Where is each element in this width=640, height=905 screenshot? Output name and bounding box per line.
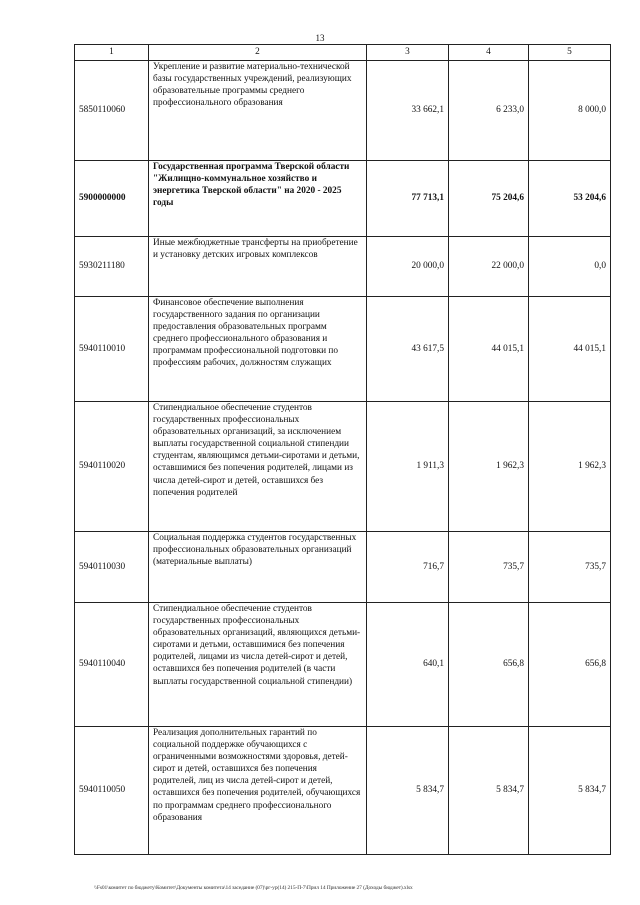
- row-code: 5850110060: [75, 61, 149, 161]
- row-value-col5: 8 000,0: [529, 61, 611, 161]
- row-name: Социальная поддержка студентов государственных профессиональных образовательных организаций (материальные выплаты): [149, 532, 367, 603]
- row-value-col3: 77 713,1: [367, 161, 449, 237]
- row-value-col4: 44 015,1: [449, 297, 529, 402]
- row-value-col4: 22 000,0: [449, 237, 529, 297]
- table-row: [75, 237, 611, 297]
- table-row: [75, 727, 611, 855]
- row-name: Укрепление и развитие материально-технической базы государственных учреждений, реализующих образовательные программы среднего профессионального образования: [149, 61, 367, 161]
- row-value-col3: 5 834,7: [367, 727, 449, 855]
- row-name: Реализация дополнительных гарантий по социальной поддержке обучающихся с ограниченными возможностями здоровья, детей-сирот и детей, оставшихся без попечения родителей, лиц из числа детей-сирот и детей, оставшихся без попечения родителей, обучающихся по программам среднего профессионального образования: [149, 727, 367, 855]
- row-value-col3: 640,1: [367, 603, 449, 727]
- row-name: Иные межбюджетные трансферты на приобретение и установку детских игровых комплексов: [149, 237, 367, 297]
- row-value-col4: 656,8: [449, 603, 529, 727]
- budget-table: [74, 44, 611, 855]
- column-header-3: 3: [367, 45, 449, 61]
- column-header-1: 1: [75, 45, 149, 61]
- table-row: [75, 532, 611, 603]
- row-value-col3: 33 662,1: [367, 61, 449, 161]
- column-header-5: 5: [529, 45, 611, 61]
- row-code: 5940110030: [75, 532, 149, 603]
- row-value-col3: 20 000,0: [367, 237, 449, 297]
- row-value-col3: 43 617,5: [367, 297, 449, 402]
- row-value-col5: 44 015,1: [529, 297, 611, 402]
- row-name: Стипендиальное обеспечение студентов государственных профессиональных образовательных организаций, являющихся детьми-сиротами и детьми, оставшимися без попечения родителей, лицами из числа детей-сирот и детей, оставшихся без попечения родителей (в части выплаты государственной социальной стипендии): [149, 603, 367, 727]
- row-value-col5: 1 962,3: [529, 402, 611, 532]
- row-value-col4: 75 204,6: [449, 161, 529, 237]
- page-number: 13: [315, 33, 325, 43]
- row-code: 5940110020: [75, 402, 149, 532]
- row-name: Финансовое обеспечение выполнения государственного задания по организации предоставления образовательных программ среднего профессионального образования и программам профессиональной подготовки по профессиям рабочих, должностям служащих: [149, 297, 367, 402]
- row-code: 5940110040: [75, 603, 149, 727]
- row-value-col4: 1 962,3: [449, 402, 529, 532]
- row-value-col3: 1 911,3: [367, 402, 449, 532]
- column-header-2: 2: [149, 45, 367, 61]
- table-row: [75, 61, 611, 161]
- row-value-col4: 5 834,7: [449, 727, 529, 855]
- row-value-col4: 735,7: [449, 532, 529, 603]
- row-value-col5: 656,8: [529, 603, 611, 727]
- row-code: 5900000000: [75, 161, 149, 237]
- table-row: [75, 297, 611, 402]
- row-name: Государственная программа Тверской области "Жилищно-коммунальное хозяйство и энергетика Тверской области" на 2020 - 2025 годы: [149, 161, 367, 237]
- row-value-col5: 735,7: [529, 532, 611, 603]
- row-code: 5930211180: [75, 237, 149, 297]
- row-code: 5940110050: [75, 727, 149, 855]
- column-header-4: 4: [449, 45, 529, 61]
- row-value-col5: 0,0: [529, 237, 611, 297]
- row-name: Стипендиальное обеспечение студентов государственных профессиональных образовательных организаций, за исключением выплаты государственной социальной стипендии студентам, являющимся детьми-сиротами и детьми, оставшимися без попечения родителей, лицами из числа детей-сирот и детей, оставшихся без попечения родителей: [149, 402, 367, 532]
- row-value-col4: 6 233,0: [449, 61, 529, 161]
- row-value-col5: 5 834,7: [529, 727, 611, 855]
- table-row: [75, 161, 611, 237]
- table-row: [75, 603, 611, 727]
- row-value-col3: 716,7: [367, 532, 449, 603]
- table-row: [75, 402, 611, 532]
- header-row: [75, 45, 611, 61]
- row-code: 5940110010: [75, 297, 149, 402]
- row-value-col5: 53 204,6: [529, 161, 611, 237]
- footer-file-path: \\Fs01\комитет по бюджету\Комитет\Документы комитета\14 заседание (07)\рг-ур(14) 215-П-7\Прил 14 Приложение 27 (Доходы бюджет).xlsx: [94, 885, 413, 891]
